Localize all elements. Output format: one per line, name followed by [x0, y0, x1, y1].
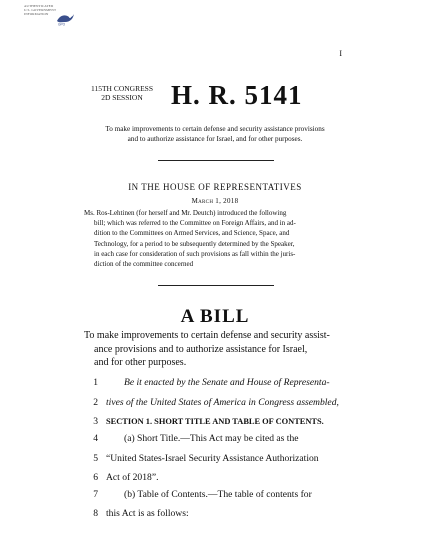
bill-line: [0, 472, 430, 486]
bill-line: [0, 508, 430, 522]
congress-label: 115TH CONGRESS: [90, 84, 154, 93]
line-number: 5: [93, 453, 98, 464]
line-number: 6: [93, 472, 98, 483]
bill-line: [0, 433, 430, 447]
line-number: 1: [93, 377, 98, 388]
session-label: 2D SESSION: [101, 93, 143, 102]
bill-number: H. R. 5141: [171, 80, 303, 110]
bill-line: [0, 377, 430, 391]
enacting-clause: tives of the United States of America in Congress assembled,: [106, 397, 339, 408]
bill-line-text: (b) Table of Contents.—The table of contents for: [124, 489, 312, 500]
line-number: 8: [93, 508, 98, 519]
bill-line-text: this Act is as follows:: [106, 508, 189, 519]
bill-line: [0, 453, 430, 467]
congress-session: [84, 84, 160, 102]
seal-text: AUTHENTICATED U.S. GOVERNMENT INFORMATION: [24, 4, 57, 17]
chamber-heading: IN THE HOUSE OF REPRESENTATIVES: [128, 182, 302, 192]
a-bill-heading: A BILL: [180, 306, 250, 327]
divider-rule: [158, 285, 274, 286]
bill-line: [0, 489, 430, 503]
introduction-date: March 1, 2018: [191, 197, 239, 205]
introduction-statement: Ms. Ros-Lehtinen (for herself and Mr. Deutch) introduced the following bill; which was referred to the Committee on Foreign Affairs, and in ad- dition to the Committees on Armed Services, and Science, Space, and Technology, for a period to be subsequently determined by the Speaker, in each case for consideration of such provisions as fall within the juris- diction of the committee concerned: [84, 209, 296, 269]
svg-text:GPO: GPO: [58, 22, 66, 26]
bill-line: [0, 416, 430, 430]
divider-rule: [158, 160, 274, 161]
line-number: 2: [93, 397, 98, 408]
section-heading: SECTION 1. SHORT TITLE AND TABLE OF CONTENTS.: [106, 417, 324, 426]
bill-line-text: “United States-Israel Security Assistance Authorization: [106, 453, 319, 464]
line-number: 7: [93, 489, 98, 500]
bill-line-text: (a) Short Title.—This Act may be cited as the: [124, 433, 299, 444]
purpose-summary: To make improvements to certain defense and security assistance provisions and to authorize assistance for Israel, and for other purposes.: [105, 125, 325, 143]
line-number: 3: [93, 416, 98, 427]
gpo-authentication-seal: [24, 4, 78, 24]
line-number: 4: [93, 433, 98, 444]
eagle-seal-icon: [55, 12, 75, 26]
bill-line: [0, 397, 430, 411]
bill-line-text: Act of 2018”.: [106, 472, 159, 483]
long-title: To make improvements to certain defense and security assist- ance provisions and to authorize assistance for Israel, and for other purposes.: [84, 330, 330, 369]
enacting-clause: Be it enacted by the Senate and House of Representa-: [124, 377, 330, 388]
page-number: I: [339, 49, 342, 58]
